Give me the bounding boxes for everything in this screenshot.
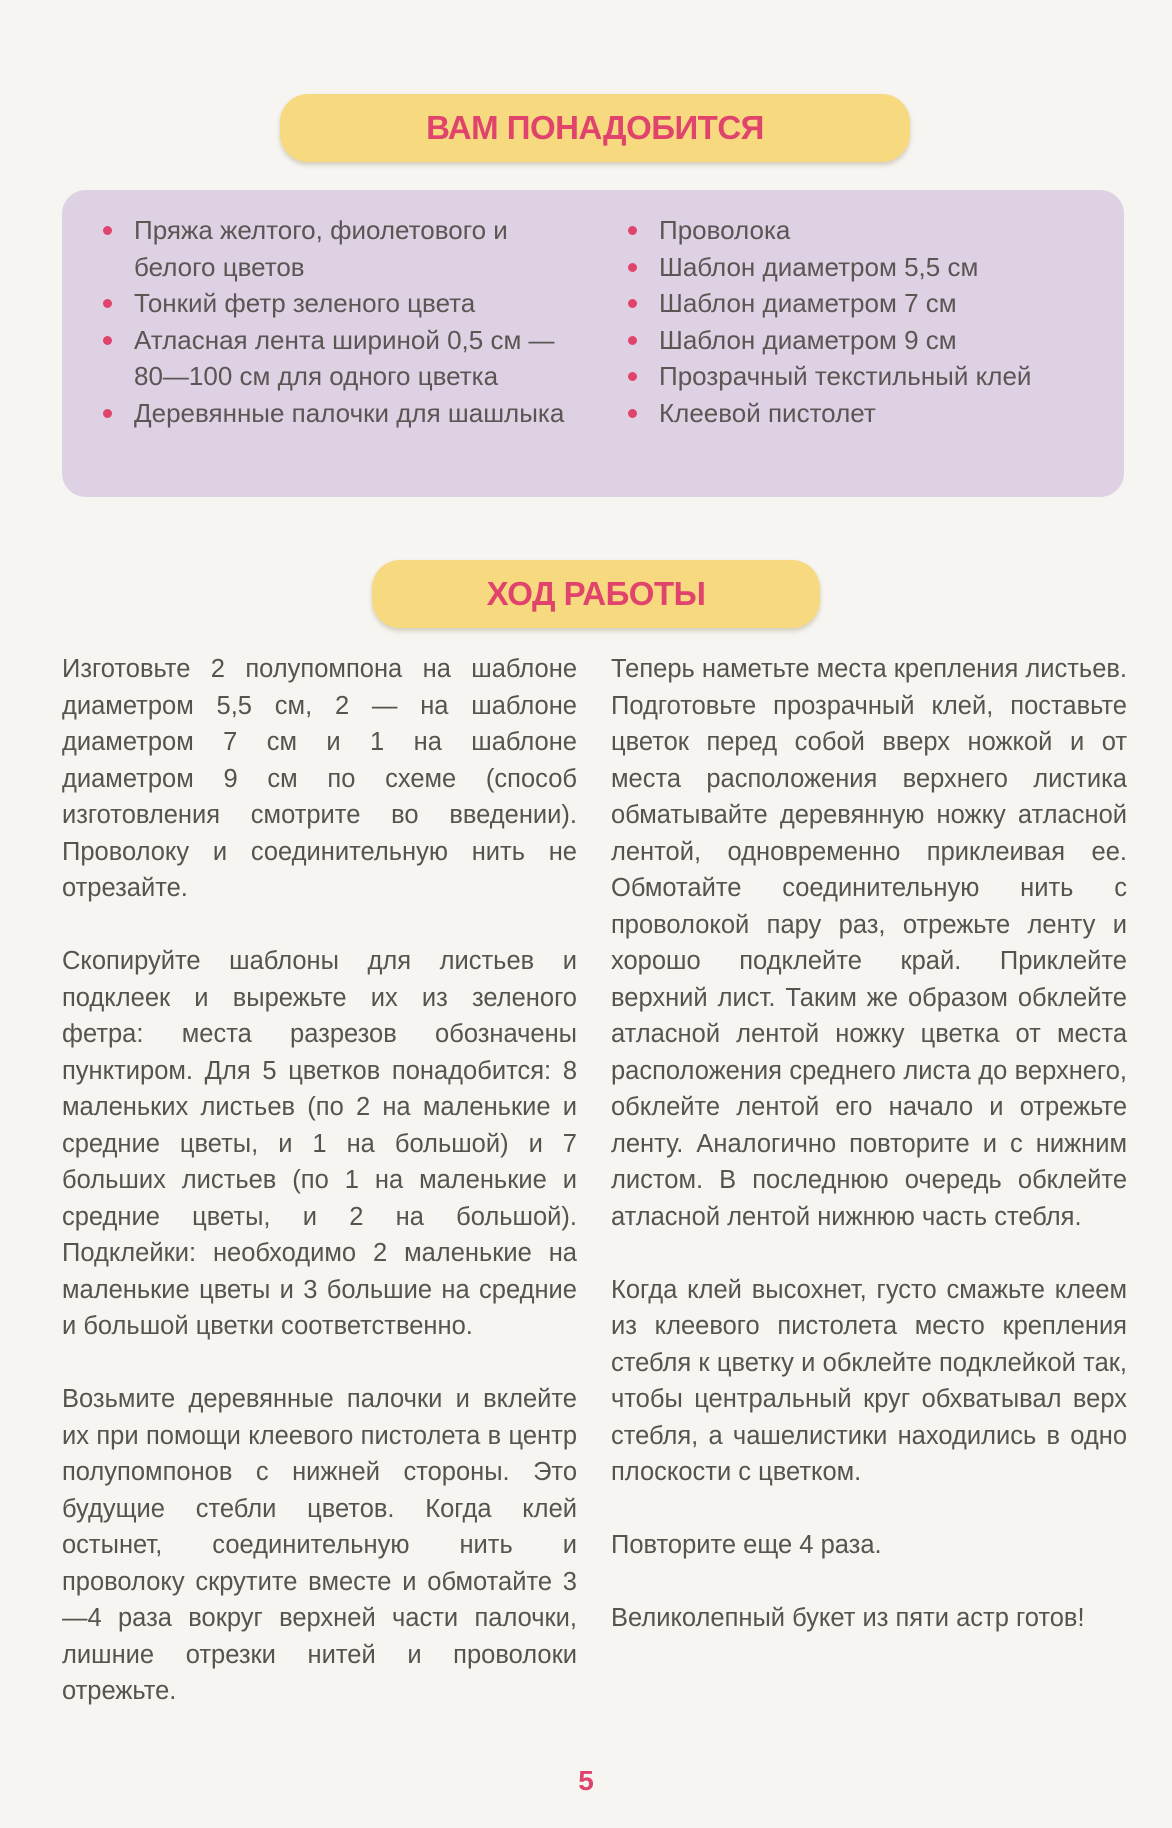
material-item: Проволока bbox=[659, 212, 1099, 249]
instruction-paragraph: Когда клей высохнет, густо смажьте клеем из клеевого пистолета место крепления стебля к цветку и обклейте подклейкой так, чтобы центральный круг обхватывал верх стебля, а чашелистики находились в одно плоскости с цветком. bbox=[611, 1275, 1127, 1486]
material-item: Атласная лента шириной 0,5 см — 80—100 см для одного цветка bbox=[134, 322, 574, 395]
material-item: Пряжа желтого, фиолетового и белого цветов bbox=[134, 212, 574, 285]
material-item: Шаблон диаметром 7 см bbox=[659, 285, 1099, 322]
instruction-paragraph: Теперь наметьте места крепления листьев. Подготовьте прозрачный клей, поставьте цветок перед собой вверх ножкой и от места расположения верхнего листика обматывайте деревянную ножку атласной лентой, одновременно приклеивая ее. Обмотайте соединительную нить с проволокой пару раз, отрежьте ленту и хорошо подклейте край. Приклейте верхний лист. Таким же образом обклейте атласной лентой ножку цветка от места расположения среднего листа до верхнего, обклейте лентой его начало и отрежьте ленту. Аналогично повторите и с нижним листом. В последнюю очередь обклейте атласной лентой нижнюю часть стебля. bbox=[611, 655, 1128, 1231]
instruction-paragraph: Возьмите деревянные палочки и вклейте их при помощи клеевого пистолета в центр полупомпонов с нижней стороны. Это будущие стебли цветов. Когда клей остынет, соединительную нить и проволоку скрутите вместе и обмотайте 3—4 раза вокруг верхней части палочки, лишние отрезки нитей и проволоки отрежьте. bbox=[62, 1385, 577, 1705]
material-item: Прозрачный текстильный клей bbox=[659, 358, 1099, 395]
instruction-paragraph: Скопируйте шаблоны для листьев и подклеек и вырежьте их из зеленого фетра: места разрезов обозначены пунктиром. Для 5 цветков понадобится: 8 маленьких листьев (по 2 на маленькие и средние цветы, и 1 на большой) и 7 больших листьев (по 1 на маленькие и средние цветы, и 2 на большой). Подклейки: необходимо 2 маленькие на маленькие цветы и 3 большие на средние и большой цветки соответственно. bbox=[62, 947, 577, 1340]
instructions-column-right bbox=[611, 651, 1127, 1673]
process-heading: ХОД РАБОТЫ bbox=[372, 560, 820, 628]
material-item: Шаблон диаметром 9 см bbox=[659, 322, 1099, 359]
instruction-paragraph: Великолепный букет из пяти астр готов! bbox=[611, 1604, 1085, 1632]
materials-list-right bbox=[659, 212, 1099, 431]
material-item: Шаблон диаметром 5,5 см bbox=[659, 249, 1099, 286]
materials-list-left bbox=[134, 212, 574, 431]
instructions-column-left bbox=[62, 651, 577, 1746]
material-item: Клеевой пистолет bbox=[659, 395, 1099, 432]
instruction-paragraph: Изготовьте 2 полупомпона на шаблоне диаметром 5,5 см, 2 — на шаблоне диаметром 7 см и 1 на шаблоне диаметром 9 см по схеме (способ изготовления смотрите во введении). Проволоку и соединительную нить не отрезайте. bbox=[62, 655, 577, 902]
materials-box bbox=[62, 190, 1124, 497]
page-number: 5 bbox=[578, 1765, 594, 1796]
materials-heading: ВАМ ПОНАДОБИТСЯ bbox=[280, 94, 910, 162]
instruction-paragraph: Повторите еще 4 раза. bbox=[611, 1531, 882, 1559]
material-item: Тонкий фетр зеленого цвета bbox=[134, 285, 574, 322]
material-item: Деревянные палочки для шашлыка bbox=[134, 395, 574, 432]
